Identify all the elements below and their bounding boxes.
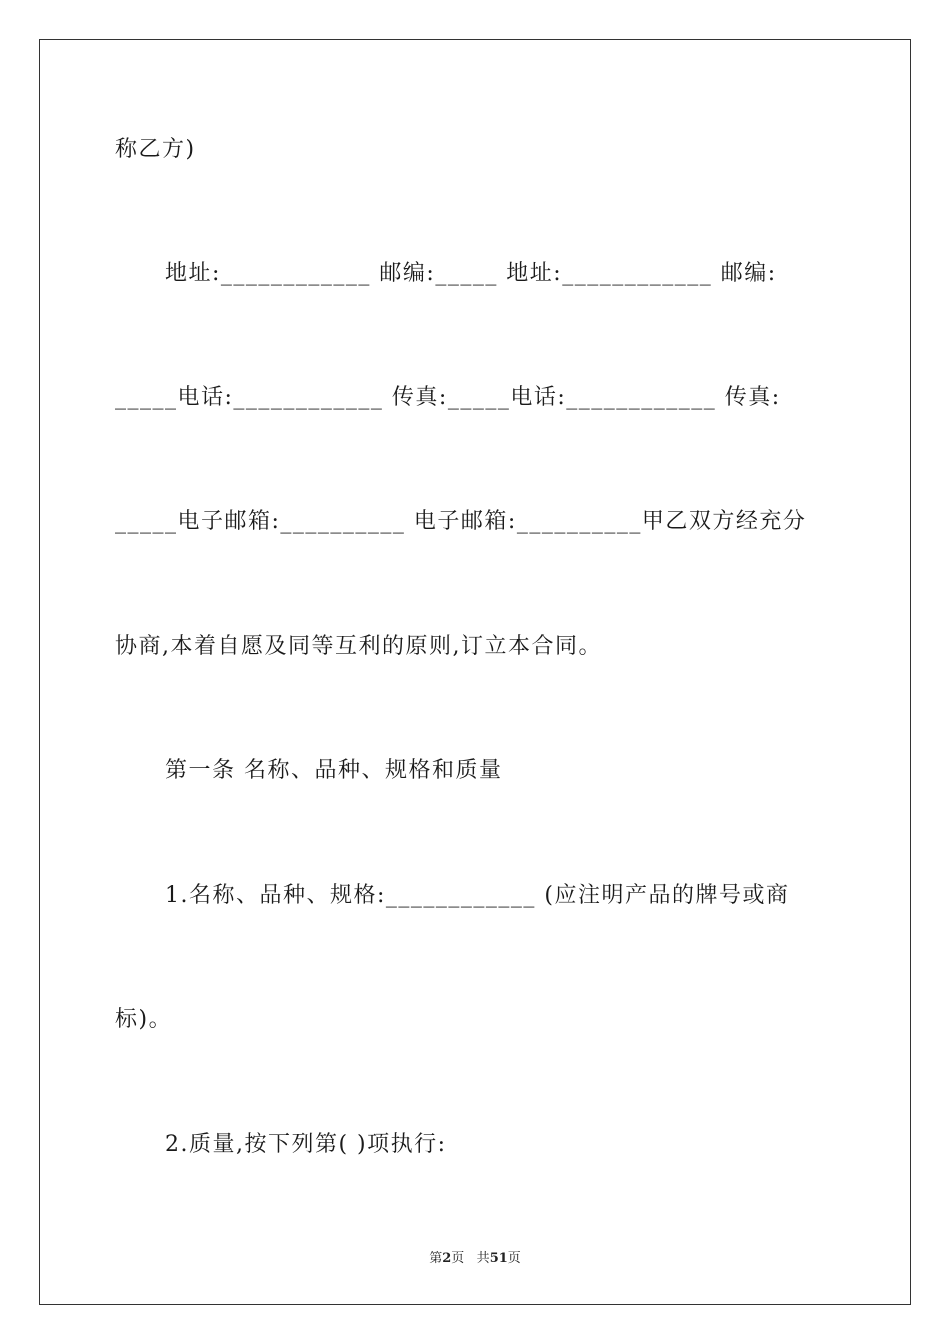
footer-page-number: 2 — [442, 1251, 452, 1266]
page-border — [39, 39, 911, 1305]
text-line-email: _____电子邮箱:__________ 电子邮箱:__________甲乙双方经充分 — [115, 509, 807, 534]
text-line-negotiation: 协商,本着自愿及同等互利的原则,订立本合同。 — [115, 634, 602, 659]
text-line-quality: 2.质量,按下列第( )项执行: — [165, 1132, 447, 1157]
text-line-party-b: 称乙方) — [115, 137, 196, 162]
article-one-heading: 第一条 名称、品种、规格和质量 — [165, 758, 503, 783]
text-line-trademark: 标)。 — [115, 1007, 173, 1032]
footer-page-prefix: 第 — [429, 1251, 443, 1266]
footer-page-suffix: 页 — [451, 1251, 465, 1266]
footer-total-prefix: 共 — [476, 1251, 490, 1266]
footer-total-suffix: 页 — [507, 1251, 521, 1266]
text-line-phone: _____电话:____________ 传真:_____电话:____________ 传真: — [115, 385, 781, 410]
text-line-address: 地址:____________ 邮编:_____ 地址:____________ 邮编: — [165, 261, 777, 286]
footer-total-pages: 51 — [489, 1251, 508, 1266]
text-line-name-spec: 1.名称、品种、规格:____________ (应注明产品的牌号或商 — [165, 883, 790, 908]
page-footer — [0, 1247, 950, 1266]
